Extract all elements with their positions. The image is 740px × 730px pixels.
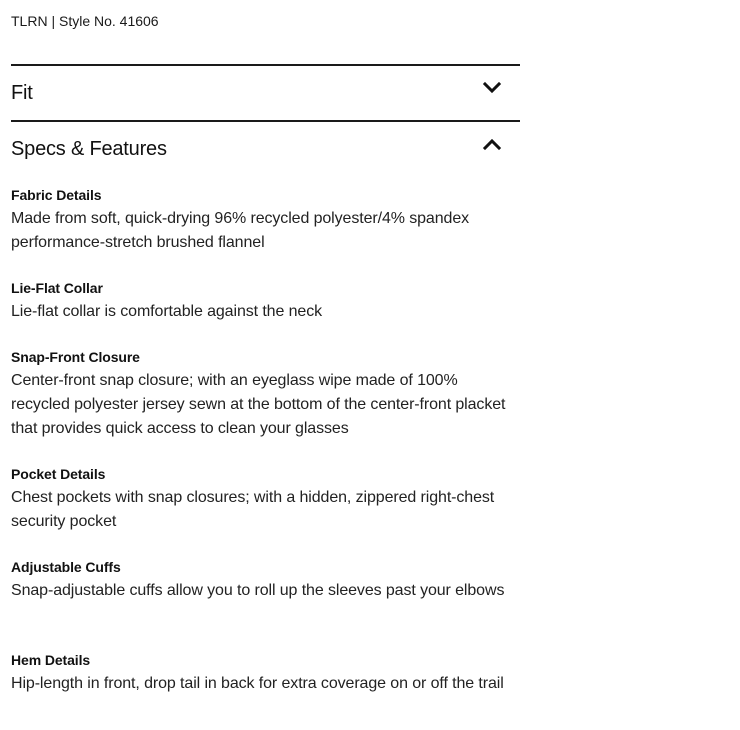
feature-title: Adjustable Cuffs: [11, 559, 121, 575]
feature-pocket-details: [11, 465, 511, 534]
feature-description: Made from soft, quick-drying 96% recycled polyester/4% spandex performance-stretch brushed flannel: [11, 210, 470, 251]
fit-accordion-header[interactable]: [11, 64, 520, 118]
specs-accordion-title: Specs & Features: [11, 138, 167, 160]
chevron-down-icon[interactable]: [482, 80, 502, 96]
feature-title: Snap-Front Closure: [11, 349, 140, 365]
feature-description: Hip-length in front, drop tail in back for extra coverage on or off the trail: [11, 675, 504, 692]
feature-description: Snap-adjustable cuffs allow you to roll up the sleeves past your elbows: [11, 582, 505, 599]
feature-fabric-details: [11, 186, 511, 255]
feature-description: Center-front snap closure; with an eyeglass wipe made of 100% recycled polyester jersey sewn at the bottom of the center-front placket that provides quick access to clean your glasses: [11, 372, 506, 437]
feature-title: Hem Details: [11, 652, 91, 668]
feature-description: Chest pockets with snap closures; with a hidden, zippered right-chest security pocket: [11, 489, 495, 530]
style-number-label: TLRN | Style No. 41606: [11, 13, 159, 29]
fit-accordion-title: Fit: [11, 82, 33, 104]
specs-accordion-header[interactable]: [11, 120, 520, 174]
feature-description: Lie-flat collar is comfortable against the neck: [11, 303, 323, 320]
feature-title: Lie-Flat Collar: [11, 280, 103, 296]
feature-title: Fabric Details: [11, 187, 102, 203]
feature-lie-flat-collar: [11, 279, 511, 324]
chevron-up-icon[interactable]: [482, 136, 502, 152]
feature-adjustable-cuffs: [11, 558, 511, 603]
feature-snap-front-closure: [11, 348, 511, 441]
feature-hem-details: [11, 651, 511, 696]
feature-title: Pocket Details: [11, 466, 106, 482]
